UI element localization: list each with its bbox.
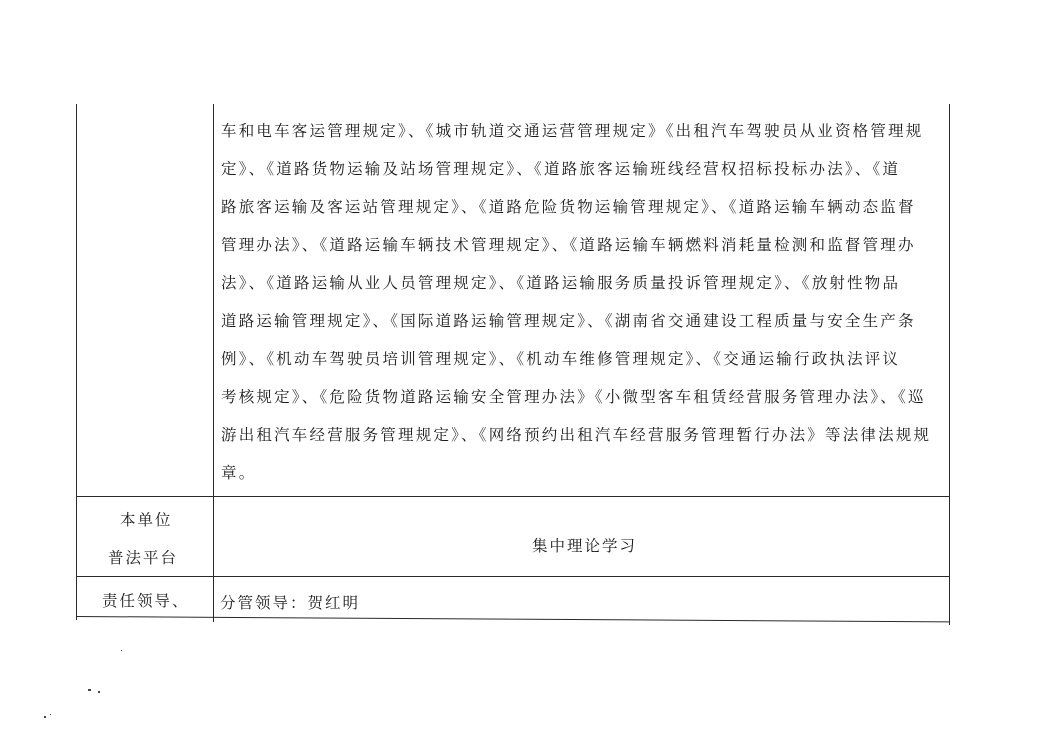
scan-speck bbox=[88, 689, 91, 691]
platform-value: 集中理论学习 bbox=[532, 537, 638, 555]
table-column-divider bbox=[213, 104, 214, 622]
text-line: 例》、《机动车驾驶员培训管理规定》、《机动车维修管理规定》、《交通运输行政执法评议 bbox=[221, 350, 901, 368]
scan-speck bbox=[50, 714, 51, 715]
platform-label-line2: 普法平台 bbox=[108, 549, 179, 567]
scan-speck bbox=[121, 650, 122, 651]
text-line: 管理办法》、《道路运输车辆技术管理规定》、《道路运输车辆燃料消耗量检测和监督管理办 bbox=[221, 236, 916, 254]
text-line: 道路运输管理规定》、《国际道路运输管理规定》、《湖南省交通建设工程质量与安全生产条 bbox=[221, 312, 916, 330]
text-line: 章。 bbox=[221, 464, 257, 482]
text-line: 车和电车客运管理规定》、《城市轨道交通运营管理规定》《出租汽车驾驶员从业资格管理规 bbox=[221, 122, 924, 140]
leader-value: 分管领导：贺红明 bbox=[220, 594, 361, 612]
text-line: 法》、《道路运输从业人员管理规定》、《道路运输服务质量投诉管理规定》、《放射性物品 bbox=[221, 274, 901, 292]
row-divider-platform bbox=[76, 576, 950, 577]
text-line: 定》、《道路货物运输及站场管理规定》、《道路旅客运输班线经营权招标投标办法》、《道 bbox=[221, 160, 901, 178]
row-divider-content bbox=[76, 496, 950, 497]
text-line: 路旅客运输及客运站管理规定》、《道路危险货物运输管理规定》、《道路运输车辆动态监督 bbox=[221, 198, 916, 216]
table-left-border bbox=[76, 104, 77, 620]
text-line: 考核规定》、《危险货物道路运输安全管理办法》《小微型客车租赁经营服务管理办法》、《巡 bbox=[221, 388, 926, 406]
regulations-text-block bbox=[221, 112, 951, 492]
scan-speck bbox=[44, 716, 46, 718]
scan-speck bbox=[98, 691, 100, 693]
text-line: 游出租汽车经营服务管理规定》、《网络预约出租汽车经营服务管理暂行办法》等法律法规规 bbox=[221, 426, 932, 444]
platform-label-line1: 本单位 bbox=[120, 511, 173, 529]
table-bottom-border bbox=[76, 616, 950, 622]
leader-label: 责任领导、 bbox=[102, 592, 190, 610]
